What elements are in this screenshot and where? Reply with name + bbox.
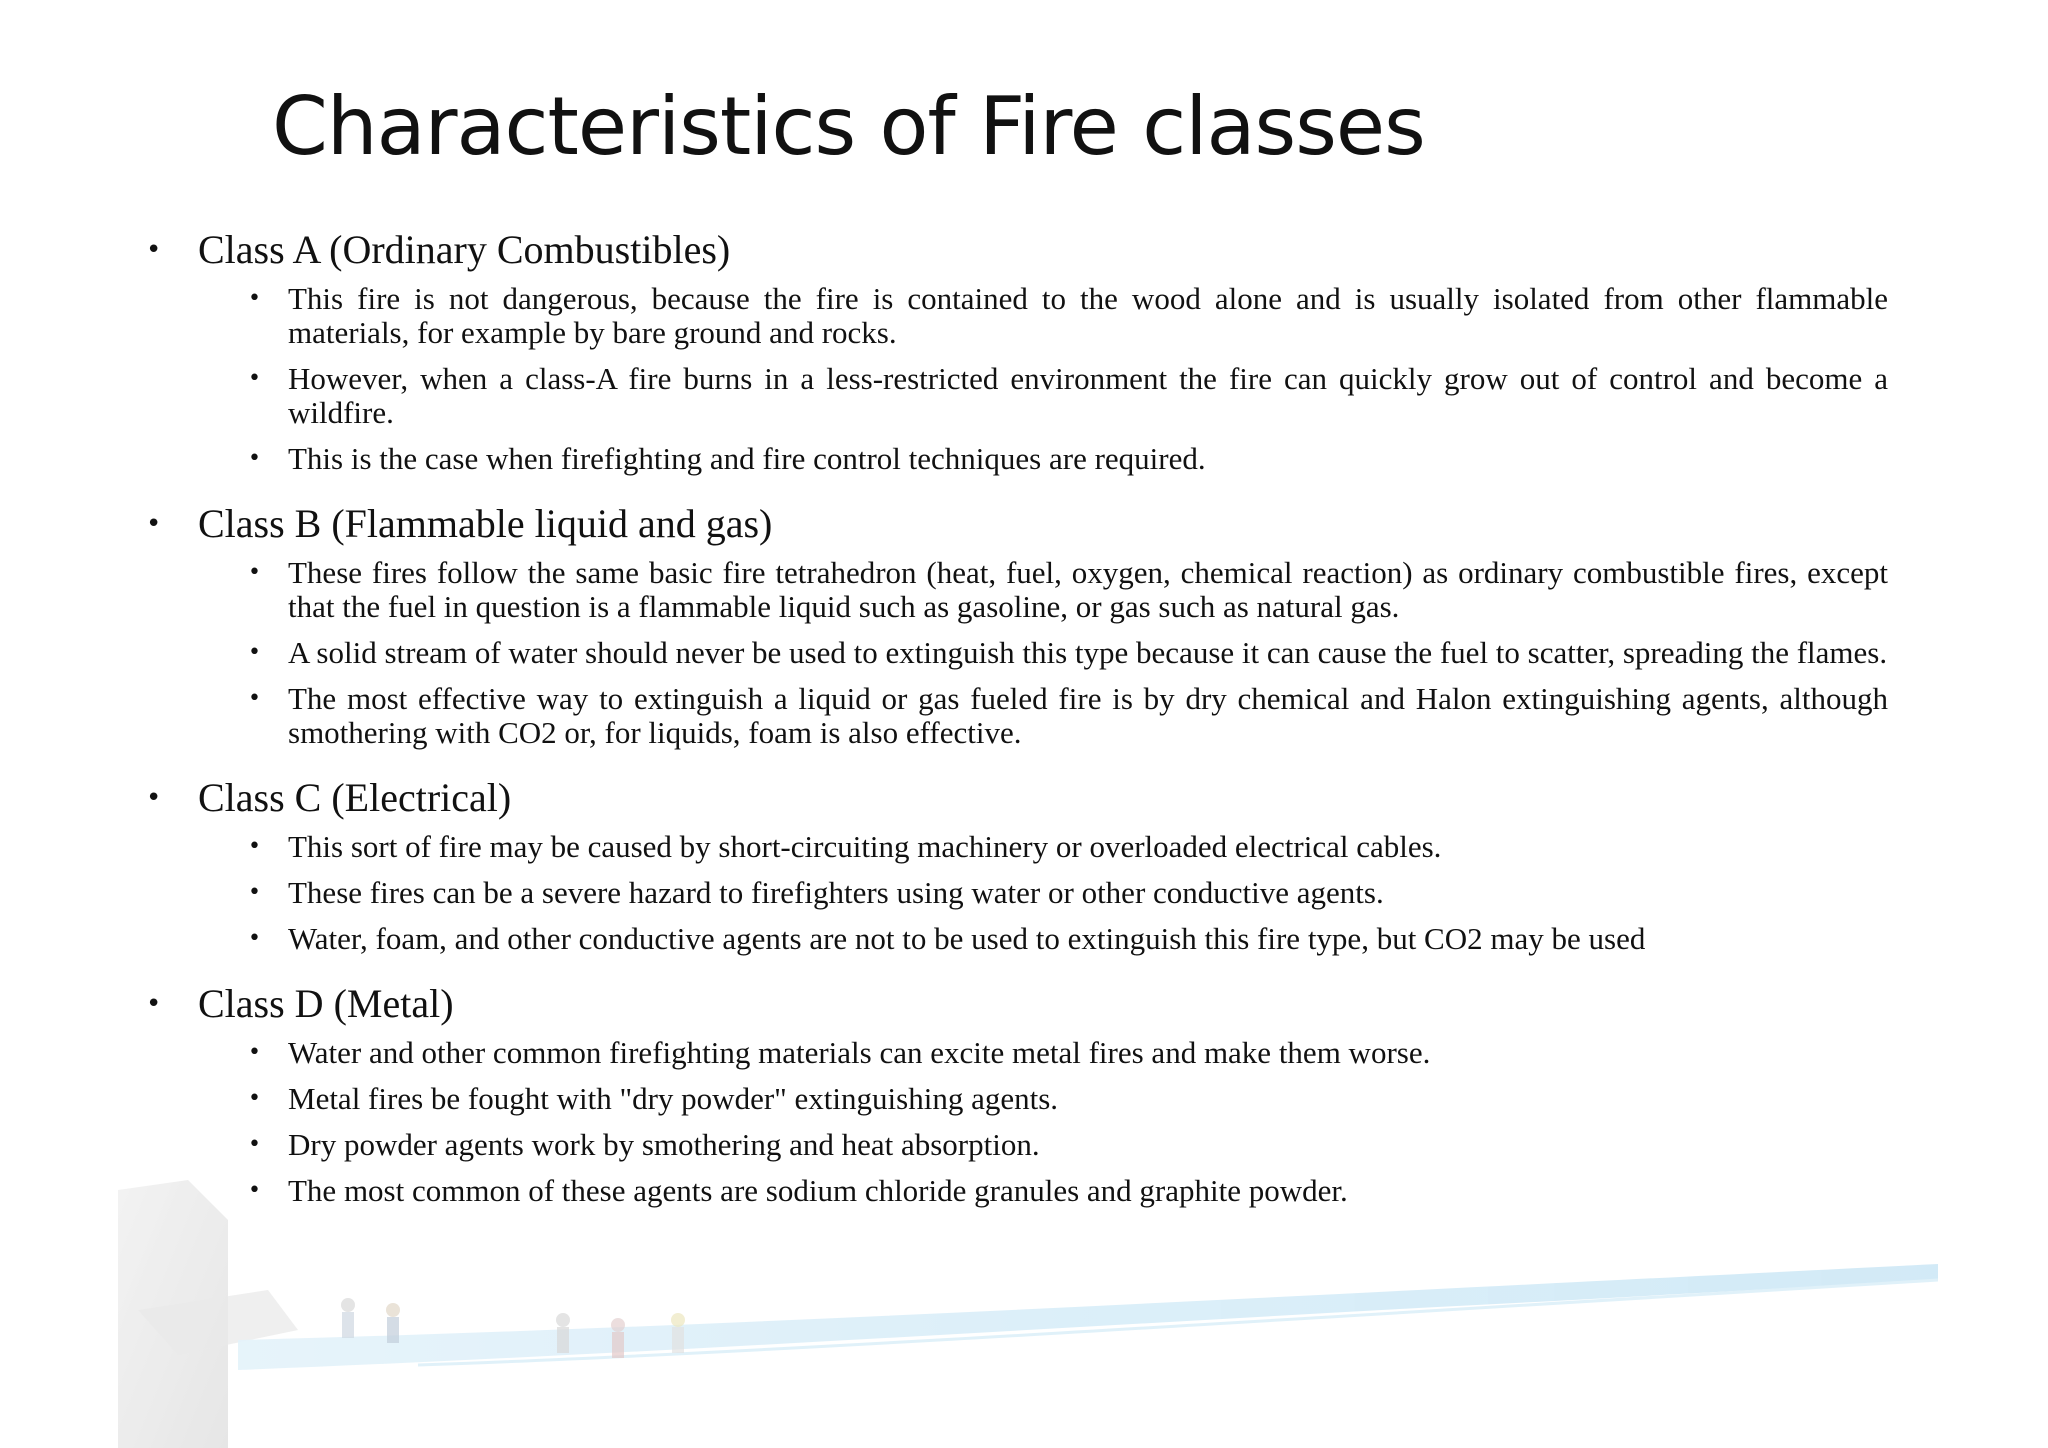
class-a-heading: Class A (Ordinary Combustibles) — [198, 227, 731, 272]
bullet-icon: • — [248, 926, 261, 951]
bullet-icon: • — [146, 989, 162, 1019]
bullet-icon: • — [146, 509, 162, 539]
class-b-section — [140, 496, 1888, 750]
list-item — [198, 1174, 1888, 1208]
list-item — [198, 1128, 1888, 1162]
bullet-icon: • — [146, 235, 162, 265]
class-d-section — [140, 976, 1888, 1208]
point-text: This sort of fire may be caused by short-circuiting machinery or overloaded electrical cables. — [288, 829, 1442, 864]
list-item — [198, 362, 1888, 430]
list-item — [198, 1082, 1888, 1116]
point-text: The most common of these agents are sodium chloride granules and graphite powder. — [288, 1173, 1348, 1208]
list-item — [198, 830, 1888, 864]
point-text: This fire is not dangerous, because the fire is contained to the wood alone and is usually isolated from other flammable materials, for example by bare ground and rocks. — [288, 281, 1888, 350]
point-text: A solid stream of water should never be used to extinguish this type because it can cause the fuel to scatter, spreading the flames. — [288, 635, 1888, 670]
point-text: Water, foam, and other conductive agents are not to be used to extinguish this fire type, but CO2 may be used — [288, 921, 1646, 956]
point-text: The most effective way to extinguish a liquid or gas fueled fire is by dry chemical and Halon extinguishing agents, although smothering with CO2 or, for liquids, foam is also effective. — [288, 681, 1888, 750]
bullet-icon: • — [248, 880, 261, 905]
point-text: Water and other common firefighting materials can excite metal fires and make them worse. — [288, 1035, 1431, 1070]
bullet-icon: • — [248, 446, 261, 471]
list-item — [198, 442, 1888, 476]
list-item — [198, 922, 1888, 956]
point-text: Metal fires be fought with "dry powder" extinguishing agents. — [288, 1081, 1059, 1116]
bullet-icon: • — [248, 640, 261, 665]
list-item — [198, 682, 1888, 750]
list-item — [198, 282, 1888, 350]
class-b-points — [198, 556, 1888, 750]
list-item — [198, 1036, 1888, 1070]
list-item — [198, 556, 1888, 624]
class-a-points — [198, 282, 1888, 476]
point-text: Dry powder agents work by smothering and heat absorption. — [288, 1127, 1040, 1162]
slide-title: Characteristics of Fire classes — [272, 80, 1425, 173]
bullet-icon: • — [248, 286, 261, 311]
bullet-icon: • — [248, 834, 261, 859]
fire-classes-list — [140, 222, 1888, 1228]
class-a-section — [140, 222, 1888, 476]
point-text: This is the case when firefighting and fire control techniques are required. — [288, 441, 1206, 476]
bullet-icon: • — [248, 560, 261, 585]
bullet-icon: • — [248, 1040, 261, 1065]
class-d-heading: Class D (Metal) — [198, 981, 454, 1026]
class-c-heading: Class C (Electrical) — [198, 775, 512, 820]
bullet-icon: • — [248, 366, 261, 391]
bullet-icon: • — [248, 1086, 261, 1111]
point-text: These fires follow the same basic fire tetrahedron (heat, fuel, oxygen, chemical reaction) as ordinary combustible fires, except that the fuel in question is a flammable liquid such as gasoline, or gas such as natural gas. — [288, 555, 1888, 624]
class-c-points — [198, 830, 1888, 956]
class-c-section — [140, 770, 1888, 956]
bullet-icon: • — [248, 1178, 261, 1203]
bullet-icon: • — [248, 1132, 261, 1157]
class-d-points — [198, 1036, 1888, 1208]
point-text: These fires can be a severe hazard to firefighters using water or other conductive agents. — [288, 875, 1384, 910]
point-text: However, when a class-A fire burns in a less-restricted environment the fire can quickly grow out of control and become a wildfire. — [288, 361, 1888, 430]
bullet-icon: • — [146, 783, 162, 813]
list-item — [198, 876, 1888, 910]
class-b-heading: Class B (Flammable liquid and gas) — [198, 501, 773, 546]
list-item — [198, 636, 1888, 670]
bullet-icon: • — [248, 686, 261, 711]
